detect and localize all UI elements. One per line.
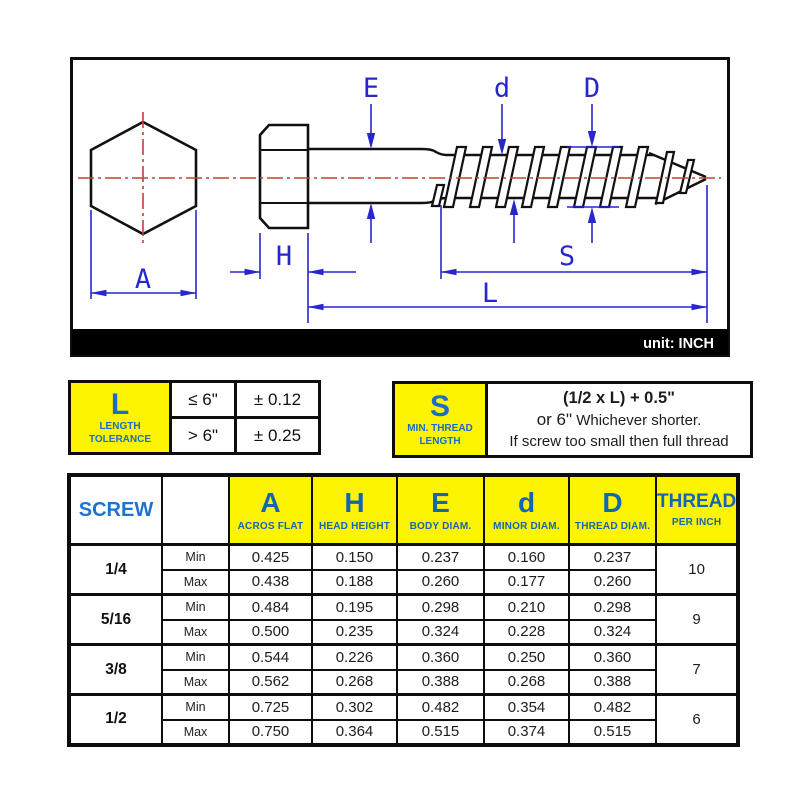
value-cell: 0.725 <box>229 695 312 720</box>
min-label-cell: Min <box>162 595 229 620</box>
min-thread-length-table <box>392 381 753 458</box>
table-row <box>70 382 320 418</box>
symbol-L: L <box>110 387 130 421</box>
max-label-cell: Max <box>162 570 229 595</box>
value-cell: 0.544 <box>229 645 312 670</box>
value-cell: 0.388 <box>569 670 656 695</box>
max-label-cell: Max <box>162 620 229 645</box>
dim-label-E: E <box>362 73 380 104</box>
condition-cell: ≤ 6" <box>171 382 236 418</box>
value-cell: 0.364 <box>312 720 397 745</box>
col-header-d: d MINOR DIAM. <box>484 475 569 545</box>
blank-header-cell <box>162 475 229 545</box>
value-cell: 0.195 <box>312 595 397 620</box>
col-header-E: E BODY DIAM. <box>397 475 484 545</box>
value-cell: 0.438 <box>229 570 312 595</box>
value-cell: 0.374 <box>484 720 569 745</box>
value-cell: 0.482 <box>569 695 656 720</box>
note-line: or 6" Whichever shorter. <box>536 410 702 430</box>
max-label-cell: Max <box>162 720 229 745</box>
value-cell: 0.150 <box>312 545 397 570</box>
tpi-cell: 7 <box>656 645 738 695</box>
value-cell: 0.268 <box>484 670 569 695</box>
min-label-cell: Min <box>162 695 229 720</box>
table-row <box>69 645 738 670</box>
min-label-cell: Min <box>162 545 229 570</box>
col-header-H: H HEAD HEIGHT <box>312 475 397 545</box>
dim-label-d: d <box>493 73 511 104</box>
unit-bar <box>72 329 728 355</box>
value-cell: 0.250 <box>484 645 569 670</box>
col-header-A: A ACROS FLAT <box>229 475 312 545</box>
value-cell: 0.268 <box>312 670 397 695</box>
value-cell: 0.298 <box>569 595 656 620</box>
unit-label: unit: INCH <box>643 336 714 352</box>
note-line: If screw too small then full thread <box>509 433 729 451</box>
length-tolerance-table <box>68 380 321 455</box>
value-cell: 0.562 <box>229 670 312 695</box>
value-cell: 0.210 <box>484 595 569 620</box>
table-row <box>69 670 738 695</box>
value-cell: 0.360 <box>569 645 656 670</box>
dim-label-D: D <box>583 73 601 104</box>
tpi-cell: 9 <box>656 595 738 645</box>
table-row <box>69 595 738 620</box>
value-cell: 0.388 <box>397 670 484 695</box>
value-cell: 0.188 <box>312 570 397 595</box>
value-cell: 0.226 <box>312 645 397 670</box>
table-row <box>69 545 738 570</box>
value-cell: 0.515 <box>397 720 484 745</box>
screw-technical-drawing <box>70 57 730 357</box>
symbol-caption: MIN. THREAD LENGTH <box>407 423 473 448</box>
condition-cell: > 6" <box>171 418 236 454</box>
screw-spec-table <box>67 473 740 747</box>
value-cell: 0.484 <box>229 595 312 620</box>
thread-length-symbol-cell <box>394 383 487 457</box>
screw-header: SCREW <box>69 475 162 545</box>
table-row <box>69 695 738 720</box>
thread-length-rule-cell <box>487 383 752 457</box>
symbol-caption: LENGTH TOLERANCE <box>88 421 152 446</box>
size-cell: 3/8 <box>69 645 162 695</box>
size-cell: 1/2 <box>69 695 162 745</box>
dim-label-A: A <box>134 264 152 295</box>
screw-diagram-svg <box>70 57 730 357</box>
dim-label-H: H <box>275 241 293 272</box>
min-label-cell: Min <box>162 645 229 670</box>
value-cell: 0.260 <box>569 570 656 595</box>
value-cell: 0.260 <box>397 570 484 595</box>
symbol-S: S <box>429 389 450 423</box>
tolerance-cell: ± 0.12 <box>236 382 320 418</box>
value-cell: 0.750 <box>229 720 312 745</box>
value-cell: 0.354 <box>484 695 569 720</box>
tolerance-symbol-cell <box>70 382 171 454</box>
value-cell: 0.324 <box>397 620 484 645</box>
value-cell: 0.235 <box>312 620 397 645</box>
value-cell: 0.482 <box>397 695 484 720</box>
table-row <box>69 570 738 595</box>
value-cell: 0.515 <box>569 720 656 745</box>
value-cell: 0.237 <box>569 545 656 570</box>
formula-text: (1/2 x L) + 0.5" <box>563 389 675 407</box>
value-cell: 0.298 <box>397 595 484 620</box>
value-cell: 0.228 <box>484 620 569 645</box>
value-cell: 0.425 <box>229 545 312 570</box>
value-cell: 0.324 <box>569 620 656 645</box>
table-row <box>394 383 752 457</box>
col-header-thread: THREAD PER INCH <box>656 475 738 545</box>
value-cell: 0.160 <box>484 545 569 570</box>
value-cell: 0.360 <box>397 645 484 670</box>
value-cell: 0.177 <box>484 570 569 595</box>
value-cell: 0.302 <box>312 695 397 720</box>
size-cell: 5/16 <box>69 595 162 645</box>
tpi-cell: 10 <box>656 545 738 595</box>
table-row <box>69 720 738 745</box>
col-header-D: D THREAD DIAM. <box>569 475 656 545</box>
max-label-cell: Max <box>162 670 229 695</box>
tolerance-cell: ± 0.25 <box>236 418 320 454</box>
size-cell: 1/4 <box>69 545 162 595</box>
value-cell: 0.500 <box>229 620 312 645</box>
header-row <box>69 475 738 545</box>
table-row <box>69 620 738 645</box>
value-cell: 0.237 <box>397 545 484 570</box>
dim-label-S: S <box>558 241 576 272</box>
dim-label-L: L <box>481 278 499 309</box>
tpi-cell: 6 <box>656 695 738 745</box>
